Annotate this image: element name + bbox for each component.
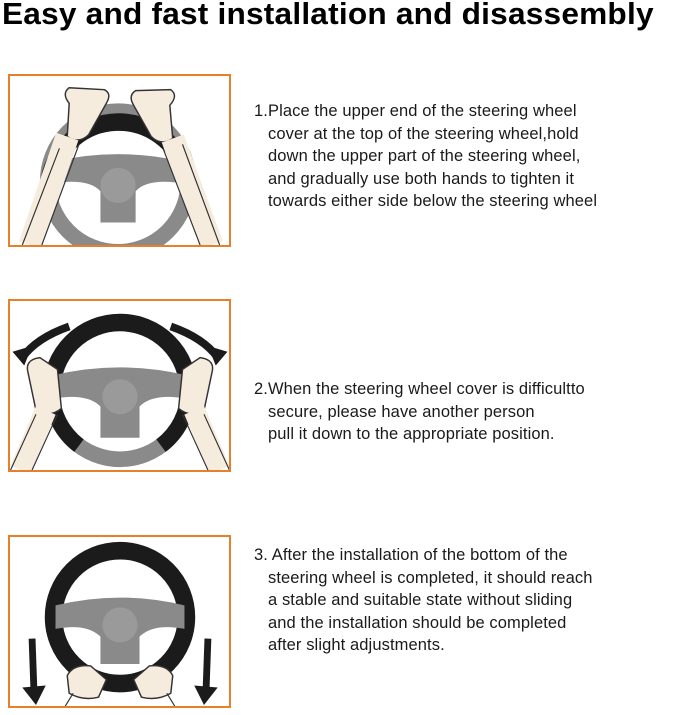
steering-wheel-cover-sides-image <box>10 301 229 470</box>
step-2-line: secure, please have another person <box>268 402 535 421</box>
step-1-line: cover at the top of the steering wheel,hold <box>268 124 579 143</box>
step-1-line: 1.Place the upper end of the steering wheel <box>254 102 577 120</box>
step-1-line: and gradually use both hands to tighten it <box>268 169 575 188</box>
step-1-illustration <box>8 74 231 247</box>
page-title: Easy and fast installation and disassembly <box>2 0 654 31</box>
step-2-line: pull it down to the appropriate position. <box>268 425 555 443</box>
step-1-line: down the upper part of the steering wheel, <box>268 147 581 165</box>
step-2-illustration <box>8 299 231 472</box>
step-1-line: towards either side below the steering wheel <box>268 192 598 210</box>
step-2-line: 2.When the steering wheel cover is difficultto <box>254 380 585 398</box>
step-3-line: after slight adjustments. <box>268 636 445 654</box>
step-2-text <box>254 378 678 446</box>
step-3-line: and the installation should be completed <box>268 613 567 632</box>
step-3-line: steering wheel is completed, it should reach <box>268 568 593 587</box>
step-3-line: 3. After the installation of the bottom of the <box>254 546 568 564</box>
steering-wheel-cover-top-image <box>10 76 229 245</box>
step-3-illustration <box>8 535 231 708</box>
step-3-text <box>254 544 678 657</box>
step-3-line: a stable and suitable state without sliding <box>268 591 573 609</box>
steering-wheel-cover-bottom-image <box>10 537 229 706</box>
step-1-text <box>254 100 678 213</box>
